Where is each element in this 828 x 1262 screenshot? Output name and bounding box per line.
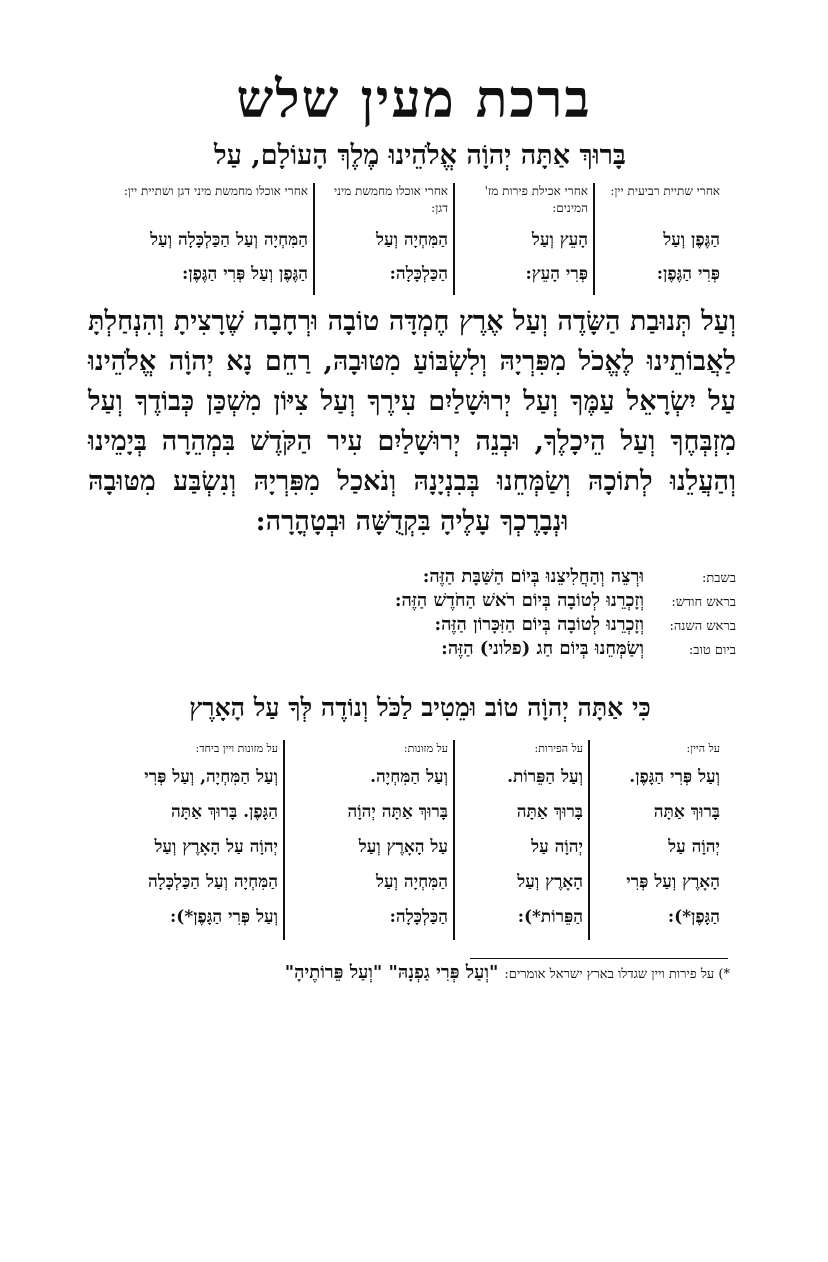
column-heading: על מזונות ויין ביחד: [195, 742, 278, 755]
column-text [460, 223, 588, 291]
text-line: הָעֵץ וְעַל [531, 230, 588, 250]
text-line: בָּרוּךְ אַתָּה [653, 802, 720, 822]
text-line: פְּרִי הָעֵץ: [525, 264, 588, 284]
text-line: וְעַל הַמִּחְיָה, וְעַל פְּרִי [144, 767, 278, 787]
text-line: הַגֶּפֶן וְעַל [663, 230, 720, 250]
footnote-phrase: "וְעַל פְּרִי גַפְנָהּ" "וְעַל פֵּרוֹתֶיהָ" [284, 962, 499, 983]
insert-label: בשבת: [701, 571, 736, 586]
column-heading: אחרי אוכלו מחמשת מיני דגן ושתיית יין: [123, 184, 308, 198]
column-text [320, 223, 448, 291]
column-heading: אחרי שתיית רביעית יין: [610, 184, 720, 198]
text-line: הַמִּחְיָה וְעַל [376, 230, 448, 250]
footnote-text: *) על פירות ויין שגדלו בארץ ישראל אומרים: [504, 967, 730, 982]
insert-yom-tov [140, 638, 736, 662]
page-title: ברכת מעין שלש [236, 69, 592, 130]
insert-text: וּרְצֵה וְהַחֲלִיצֵנוּ בְּיוֹם הַשַּׁבָּת הַזֶּה: [422, 566, 644, 587]
text-line: הַכַּלְכָּלָה: [389, 264, 448, 284]
opening-blessing: בָּרוּךְ אַתָּה יְהוָֹה אֱלֹהֵינוּ מֶלֶךְ הָעוֹלָם, עַל [214, 140, 626, 171]
conclusion-columns [95, 740, 725, 940]
insert-rosh-hashana [140, 614, 736, 638]
column-heading: על מזונות: [403, 742, 448, 755]
column-text [100, 760, 278, 935]
insert-shabbat [140, 566, 736, 590]
insert-label: בראש השנה: [669, 619, 736, 634]
insert-label: בראש חודש: [671, 595, 736, 610]
column-wine [595, 183, 725, 295]
main-paragraph: וְעַל תְּנוּבַת הַשָּׂדֶה וְעַל אֶרֶץ חֶמְדָּה טוֹבָה וּרְחָבָה שֶׁרָצִיתָ וְהִנְחַלְתָּ לַאֲבוֹתֵינוּ לֶאֱכֹל מִפִּרְיָהּ וְלִשְׂבּוֹעַ מִטּוּבָהּ, רַחֵם נָא יְהוָֹה אֱלֹהֵינוּ עַל יִשְׂרָאֵל עַמֶּךָ וְעַל יְרוּשָׁלַיִם עִירֶךָ וְעַל צִיּוֹן מִשְׁכַּן כְּבוֹדֶךָ וְעַל מִזְבְּחֶךָ וְעַל הֵיכָלֶךָ, וּבְנֵה יְרוּשָׁלַיִם עִיר הַקֹּדֶשׁ בִּמְהֵרָה בְּיָמֵינוּ וְהַעֲלֵנוּ לְתוֹכָהּ וְשַׂמְּחֵנוּ בְּבִנְיָנָהּ וְנֹאכַל מִפִּרְיָהּ וְנִשְׂבַּע מִטּוּבָהּ וּנְבָרֶכְךָ עָלֶיהָ בִּקְדֻשָּׁה וּבְטָהֳרָה: [88, 306, 736, 537]
text-line: יְהוָֹה עַל [531, 837, 583, 857]
text-line: הָאָרֶץ וְעַל פְּרִי [626, 872, 720, 892]
column-grains-and-wine [95, 183, 315, 295]
text-line: הַמִּחְיָה וְעַל [376, 872, 448, 892]
footnote-divider [470, 958, 728, 959]
column-heading: על הפירות: [534, 742, 583, 755]
text-line: וְעַל פְּרִי הַגָּפֶן*): [170, 907, 278, 927]
insert-text: וְזָכְרֵנוּ לְטוֹבָה בְּיוֹם רֹאשׁ הַחֹדֶשׁ הַזֶּה: [394, 590, 644, 611]
text-line: הַגָּפֶן*): [667, 907, 720, 927]
text-line: הַכַּלְכָּלָה: [389, 907, 448, 927]
column-grains [315, 183, 455, 295]
insert-text: וְשַׂמְּחֵנוּ בְּיוֹם חַג (פלוני) הַזֶּה: [441, 638, 644, 659]
column-text [290, 760, 448, 935]
insert-text: וְזָכְרֵנוּ לְטוֹבָה בְּיוֹם הַזִּכָּרוֹן הַזֶּה: [434, 614, 644, 635]
column-heading: אחרי אכילת פירות מז' המינים: [484, 184, 588, 215]
conclusion-grains [285, 740, 455, 940]
column-heading: אחרי אוכלו מחמשת מיני דגן: [333, 184, 448, 215]
text-line: עַל הָאָרֶץ וְעַל [358, 837, 448, 857]
insert-label: ביום טוב: [688, 643, 736, 658]
occasion-columns [95, 183, 725, 295]
column-text [600, 223, 720, 291]
column-text [595, 760, 720, 935]
text-line: יְהוָֹה עַל הָאָרֶץ וְעַל [154, 837, 278, 857]
text-line: הַמִּחְיָה וְעַל הַכַּלְכָּלָה וְעַל [150, 230, 308, 250]
text-line: הָאָרֶץ וְעַל [517, 872, 583, 892]
text-line: בָּרוּךְ אַתָּה [516, 802, 583, 822]
holiday-inserts [140, 566, 736, 662]
text-line: וְעַל הַפֵּרוֹת. [507, 767, 583, 787]
text-line: פְּרִי הַגֶּפֶן: [656, 264, 720, 284]
text-line: וְעַל פְּרִי הַגָּפֶן. [629, 767, 720, 787]
closing-line: כִּי אַתָּה יְהוָֹה טוֹב וּמֵטִיב לַכֹּל וְנוֹדֶה לְּךָ עַל הָאָרֶץ [189, 693, 651, 722]
column-text [460, 760, 583, 935]
conclusion-fruits [455, 740, 590, 940]
text-line: הַגֶּפֶן וְעַל פְּרִי הַגֶּפֶן: [182, 264, 308, 284]
text-line: הַמִּחְיָה וְעַל הַכַּלְכָּלָה [148, 872, 278, 892]
conclusion-wine [590, 740, 725, 940]
text-line: הַגָּפֶן. בָּרוּךְ אַתָּה [170, 802, 278, 822]
conclusion-grains-and-wine [95, 740, 285, 940]
text-line: יְהוָֹה עַל [668, 837, 720, 857]
text-line: הַפֵּרוֹת*): [517, 907, 583, 927]
footnote [90, 962, 730, 983]
text-line: וְעַל הַמִּחְיָה. [370, 767, 448, 787]
column-heading: על היין: [686, 742, 720, 755]
text-line: בָּרוּךְ אַתָּה יְהוָֹה [347, 802, 448, 822]
column-fruits [455, 183, 595, 295]
column-text [100, 223, 308, 291]
insert-rosh-chodesh [140, 590, 736, 614]
